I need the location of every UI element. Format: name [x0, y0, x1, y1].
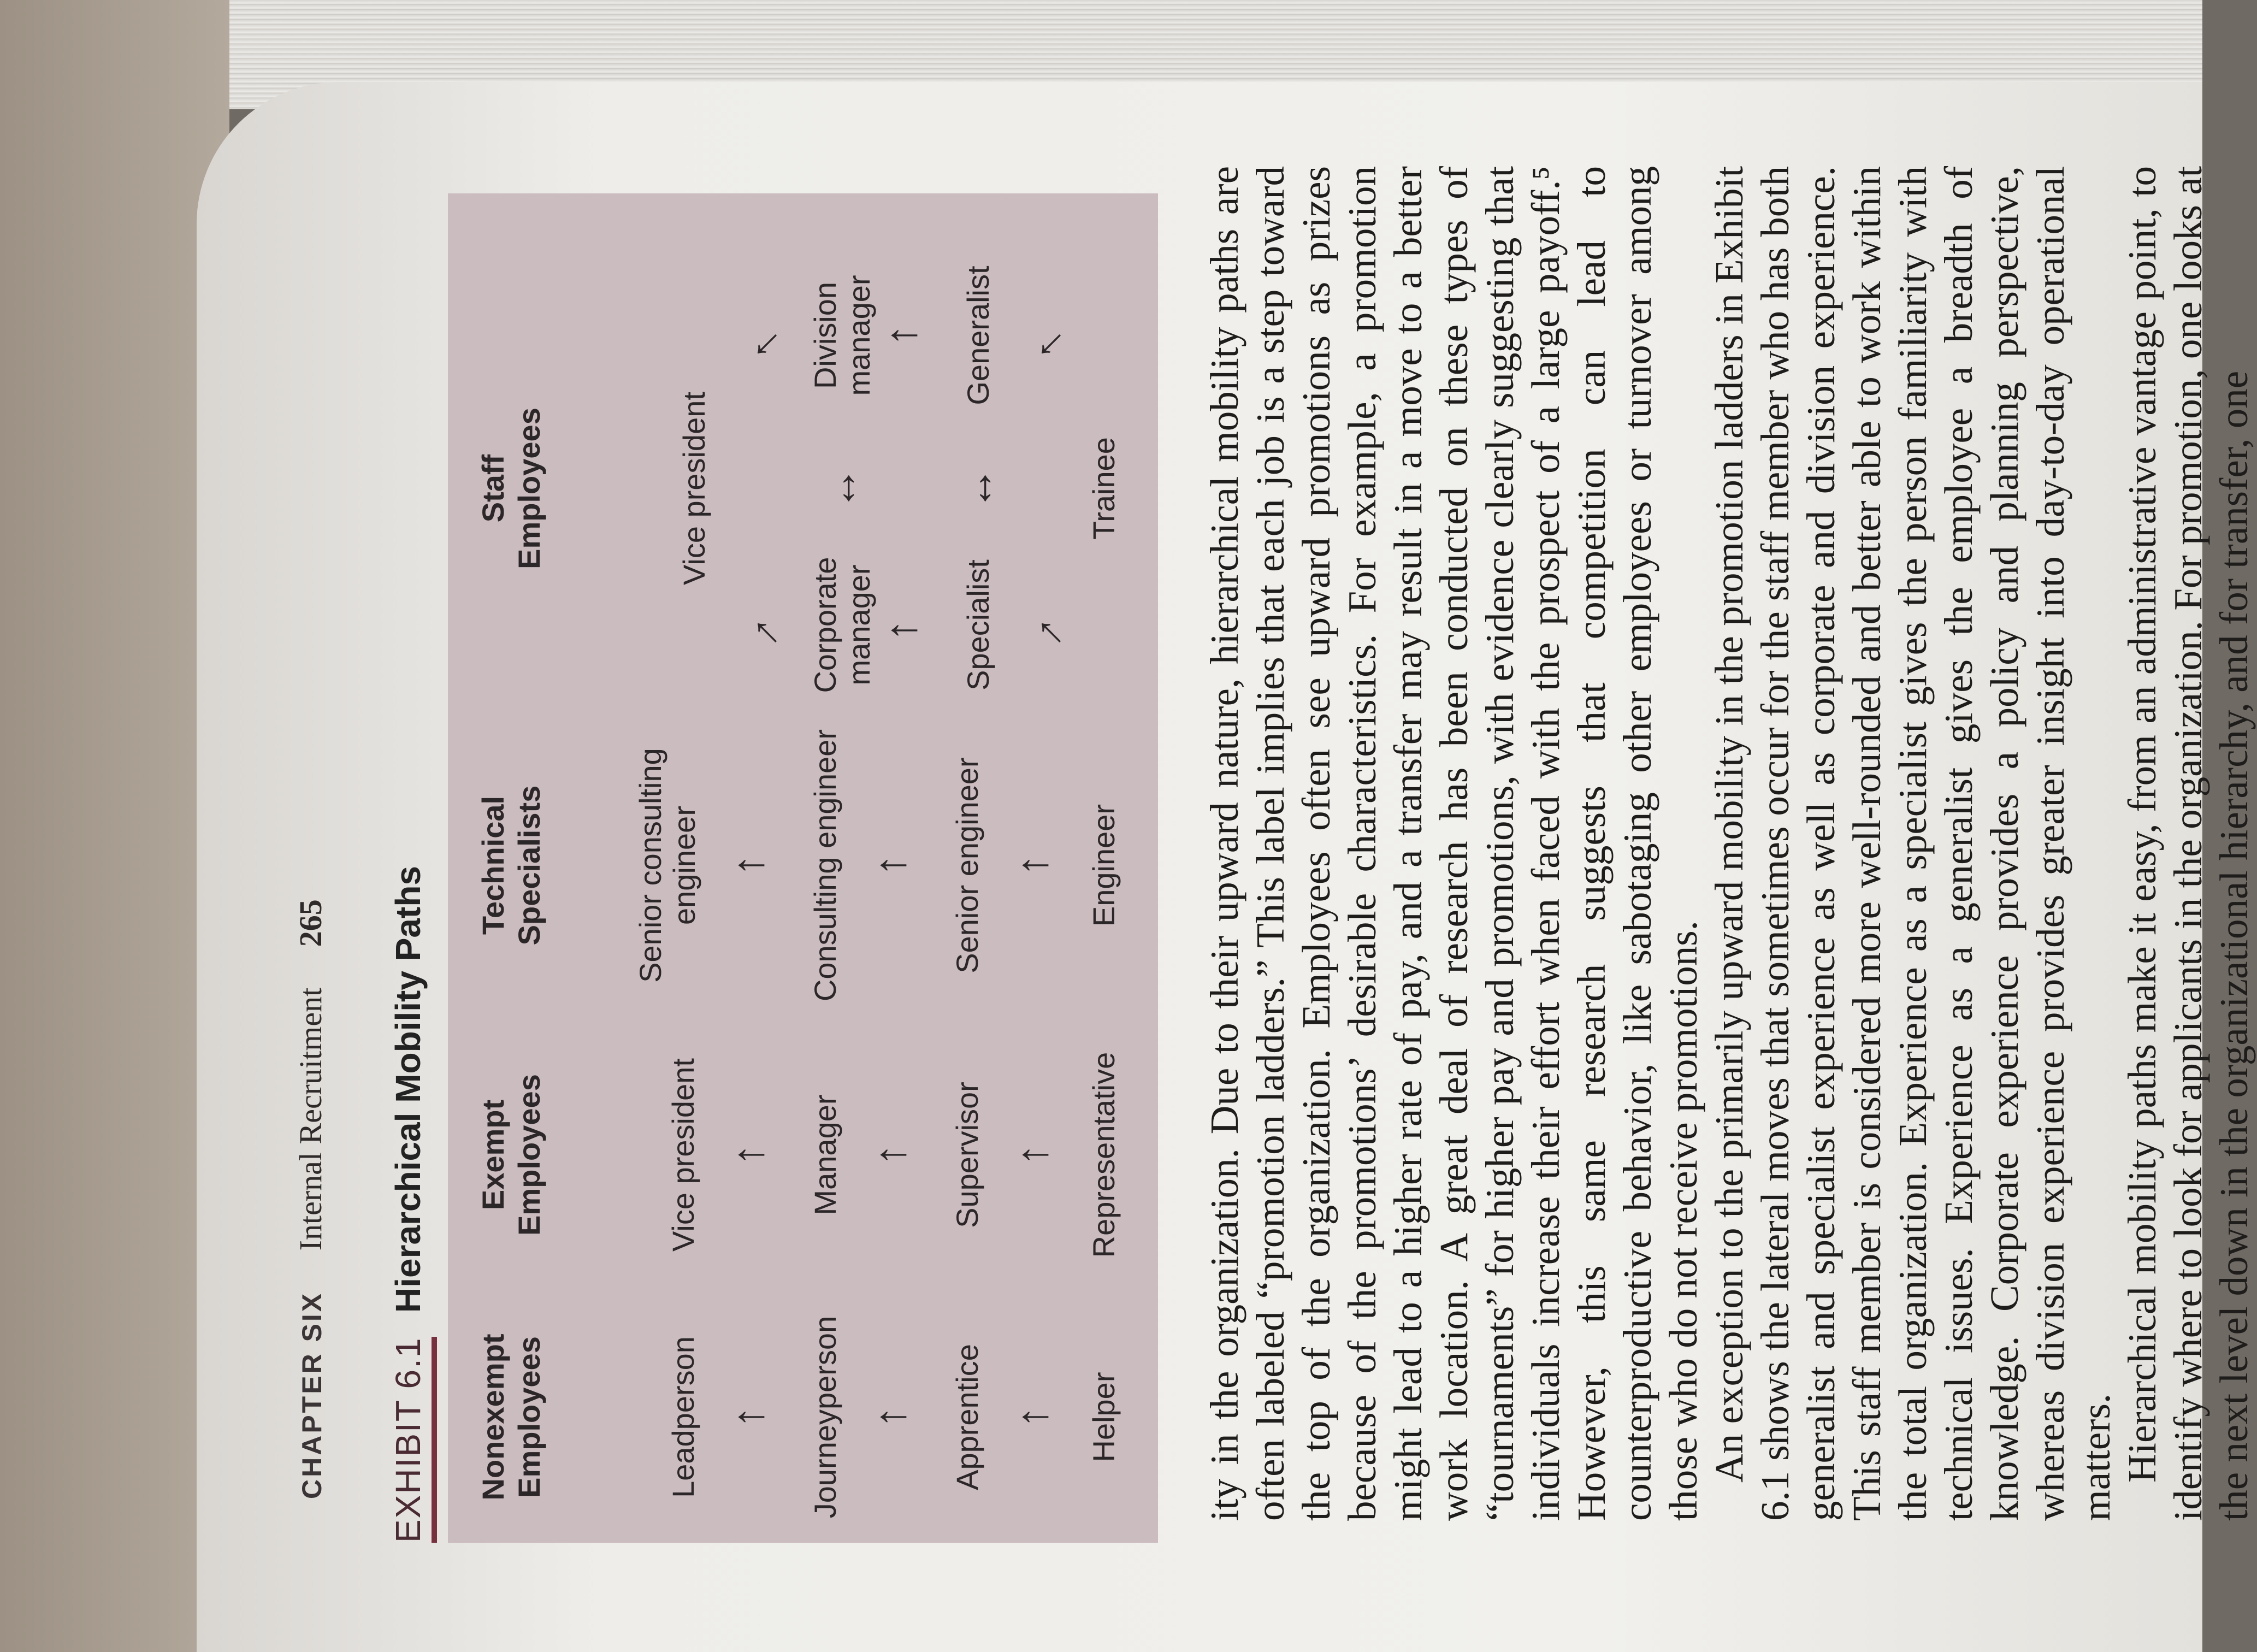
table-surface: [0, 0, 229, 1652]
exhibit-label: EXHIBIT 6.1: [388, 1337, 437, 1543]
up-arrow-icon: ↑: [866, 1144, 914, 1166]
level-vice-president: Vice president: [666, 1058, 700, 1252]
up-arrow-icon: ↑: [724, 1406, 772, 1428]
paragraph: An exception to the primarily upward mobility in the promotion ladders in Exhibit 6.1 shows the lateral moves that sometimes occur for the staff member who has both generalist and specialist experience as well as corporate and division experience. This staff member is considered more well-rounded and better able to work within the total organization. Experience as a specialist gives the person familiarity with technical issues. Experience as a generalist gives the employee a breadth of knowledge. Corporate experience provides a policy and planning perspective, whereas division experience provides greater insight into day-to-day operational matters.: [1707, 166, 2118, 1521]
running-head: [292, 899, 329, 1499]
up-arrow-icon: ↑: [877, 620, 925, 641]
up-arrow-icon: ↑: [866, 854, 914, 876]
up-arrow-icon: ↑: [724, 854, 772, 876]
exhibit-diagram: [448, 193, 1158, 1543]
up-arrow-icon: ↑: [1008, 854, 1056, 876]
up-arrow-icon: ↑: [724, 1144, 772, 1166]
level-representative: Representative: [1086, 1052, 1121, 1258]
level-apprentice: Apprentice: [950, 1344, 984, 1490]
column-header-nonexempt: Nonexempt Employees: [476, 1334, 546, 1501]
rotated-page-content: [197, 82, 2256, 1652]
paragraph: Hierarchical mobility paths make it easy, from an administrative vantage point, to identify where to look for applicants in the organization. For promotion, one looks at the next level down in the organizational hierarchy, and for transfer, one: [2120, 166, 2256, 1521]
column-header-staff: Staff Employees: [476, 408, 546, 569]
section-title: Internal Recruitment: [293, 987, 328, 1251]
diagonal-arrow-icon: ↑: [1024, 605, 1074, 656]
exhibit-title: Hierarchical Mobility Paths: [388, 865, 428, 1313]
up-arrow-icon: ↑: [877, 324, 925, 346]
double-arrow-icon: ↔: [817, 467, 865, 510]
level-senior-consulting-engineer: Senior consulting engineer: [633, 748, 701, 983]
double-arrow-icon: ↔: [953, 467, 1002, 510]
level-journeyperson: Journeyperson: [808, 1315, 842, 1519]
paragraph: ity in the organization. Due to their upward nature, hierarchical mobility paths are often labeled “promotion ladders.” This label implies that each job is a step toward the top of the organization. Employees often see upward promotions as prizes because of the promotions’ desirable characteristics. For example, a promotion might lead to a higher rate of pay, and a transfer may result in a move to a better work location. A great deal of research has been conducted on these types of “tournaments” for higher pay and promotions, with evidence clearly suggesting that individuals increase their effort when faced with the prospect of a large payoff.⁵ However, this same research suggests that competition can lead to counterproductive behavior, like sabotaging other employees or turnover among those who do not receive promotions.: [1202, 166, 1705, 1521]
level-staff-vice-president: Vice president: [677, 392, 711, 585]
level-consulting-engineer: Consulting engineer: [808, 729, 842, 1002]
level-senior-engineer: Senior engineer: [950, 757, 984, 974]
column-header-exempt: Exempt Employees: [476, 1074, 546, 1236]
column-header-technical: Technical Specialists: [476, 785, 546, 946]
level-corporate-manager: Corporate manager: [808, 557, 876, 693]
diagonal-arrow-icon: ↑: [740, 321, 790, 371]
level-specialist: Specialist: [961, 559, 995, 691]
up-arrow-icon: ↑: [866, 1406, 914, 1428]
level-helper: Helper: [1086, 1372, 1121, 1462]
level-engineer: Engineer: [1086, 804, 1121, 927]
diagonal-arrow-icon: ↑: [1024, 321, 1074, 371]
level-division-manager: Division manager: [808, 275, 876, 396]
level-supervisor: Supervisor: [950, 1082, 984, 1228]
exhibit-header: [388, 341, 437, 1543]
diagonal-arrow-icon: ↑: [740, 605, 790, 656]
level-trainee: Trainee: [1086, 437, 1121, 540]
chapter-label: CHAPTER SIX: [297, 1291, 327, 1499]
up-arrow-icon: ↑: [1008, 1406, 1056, 1428]
page-number: 265: [293, 899, 328, 947]
level-generalist: Generalist: [961, 266, 995, 405]
up-arrow-icon: ↑: [1008, 1144, 1056, 1166]
body-text: [1202, 166, 2257, 1521]
level-manager: Manager: [808, 1094, 842, 1216]
level-leadperson: Leadperson: [666, 1336, 700, 1498]
